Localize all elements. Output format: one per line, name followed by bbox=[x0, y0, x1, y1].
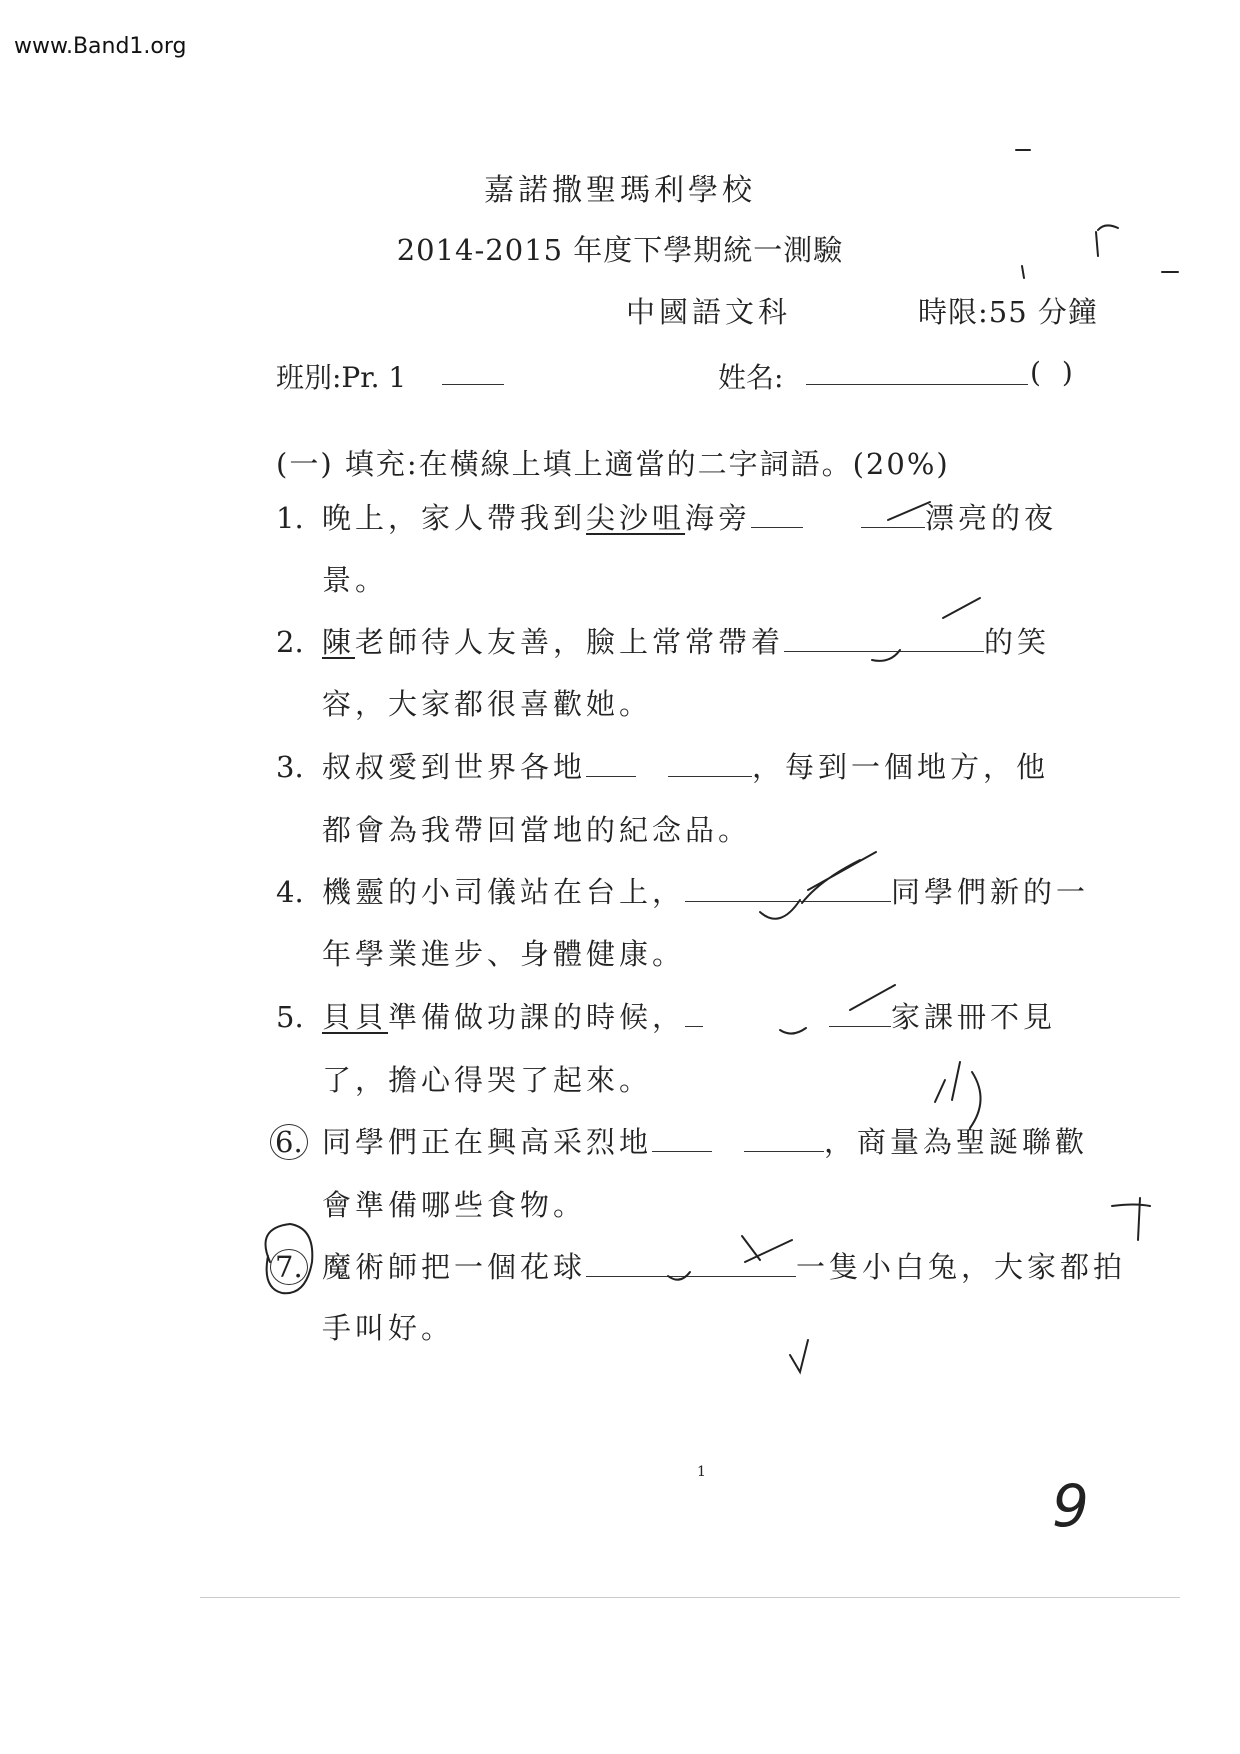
handwritten-score: 9 bbox=[1052, 1472, 1089, 1540]
exam-title: 2014-2015 年度下學期統一測驗 bbox=[396, 233, 844, 267]
question-4-line2: 年學業進步、身體健康。 bbox=[322, 937, 686, 971]
tick-mark bbox=[943, 598, 980, 618]
question-number: 1. bbox=[276, 501, 304, 535]
question-text: 的笑 bbox=[984, 625, 1051, 659]
question-text: 機靈的小司儀站在台上， bbox=[322, 875, 686, 909]
tick-mark bbox=[802, 852, 876, 903]
tick-mark bbox=[872, 650, 900, 661]
question-6-line2: 會準備哪些食物。 bbox=[322, 1188, 587, 1222]
tick-mark bbox=[780, 1028, 806, 1034]
question-text: 晚上，家人帶我到 bbox=[322, 501, 587, 535]
question-2-line2: 容，大家都很喜歡她。 bbox=[322, 687, 653, 721]
question-5-line2: 了，擔心得哭了起來。 bbox=[322, 1063, 653, 1097]
subject-name: 中國語文科 bbox=[626, 295, 792, 329]
question-text: 家課冊不見 bbox=[891, 1000, 1057, 1034]
name-label: 姓名: bbox=[718, 361, 784, 394]
class-label: 班別:Pr. 1 bbox=[276, 361, 407, 394]
question-text: ，商量為聖誕聯歡 bbox=[824, 1125, 1089, 1159]
check-mark bbox=[935, 1062, 960, 1102]
check-mark bbox=[790, 1340, 808, 1372]
question-text: 同學們新的一 bbox=[891, 875, 1090, 909]
question-text: 漂亮的夜 bbox=[925, 501, 1058, 535]
bottom-rule bbox=[200, 1597, 1180, 1598]
tick-mark bbox=[668, 1272, 690, 1280]
question-number: 2. bbox=[276, 625, 304, 659]
number-7-circle bbox=[266, 1224, 313, 1293]
question-text: ，每到一個地方，他 bbox=[752, 750, 1050, 784]
tick-mark bbox=[888, 502, 930, 520]
question-1-line2: 景。 bbox=[322, 563, 389, 597]
question-number-circled: 6. bbox=[270, 1124, 308, 1160]
person-name: 貝貝 bbox=[322, 1000, 389, 1034]
tick-mark bbox=[850, 985, 895, 1010]
time-limit: 時限:55 分鐘 bbox=[918, 295, 1098, 329]
tick-mark bbox=[760, 900, 800, 919]
question-number: 3. bbox=[276, 750, 304, 784]
site-watermark: www.Band1.org bbox=[14, 34, 187, 59]
person-name: 陳 bbox=[322, 625, 356, 659]
cross-mark bbox=[742, 1236, 792, 1262]
question-3-line2: 都會為我帶回當地的紀念品。 bbox=[322, 813, 752, 847]
question-number-circled: 7. bbox=[270, 1249, 308, 1285]
margin-mark bbox=[1112, 1198, 1150, 1240]
question-text: 準備做功課的時候， bbox=[388, 1000, 686, 1034]
question-text: 同學們正在興高采烈地 bbox=[322, 1125, 653, 1159]
margin-mark bbox=[1022, 225, 1118, 278]
question-number: 5. bbox=[276, 1000, 304, 1034]
page-number: 1 bbox=[697, 1464, 706, 1480]
place-name: 尖沙咀 bbox=[586, 501, 686, 535]
question-7-line2: 手叫好。 bbox=[322, 1311, 455, 1345]
question-text: 魔術師把一個花球 bbox=[322, 1250, 587, 1284]
question-text: 海旁 bbox=[685, 501, 752, 535]
check-mark bbox=[970, 1072, 981, 1128]
question-text: 老師待人友善，臉上常常帶着 bbox=[355, 625, 785, 659]
question-number: 4. bbox=[276, 875, 304, 909]
school-name: 嘉諾撒聖瑪利學校 bbox=[484, 173, 756, 208]
section-title: (一) 填充:在橫線上填上適當的二字詞語。(20%) bbox=[276, 447, 950, 481]
class-number-paren: ( ) bbox=[1030, 356, 1079, 389]
question-text: 一隻小白兔，大家都拍 bbox=[796, 1250, 1127, 1284]
question-text: 叔叔愛到世界各地 bbox=[322, 750, 587, 784]
